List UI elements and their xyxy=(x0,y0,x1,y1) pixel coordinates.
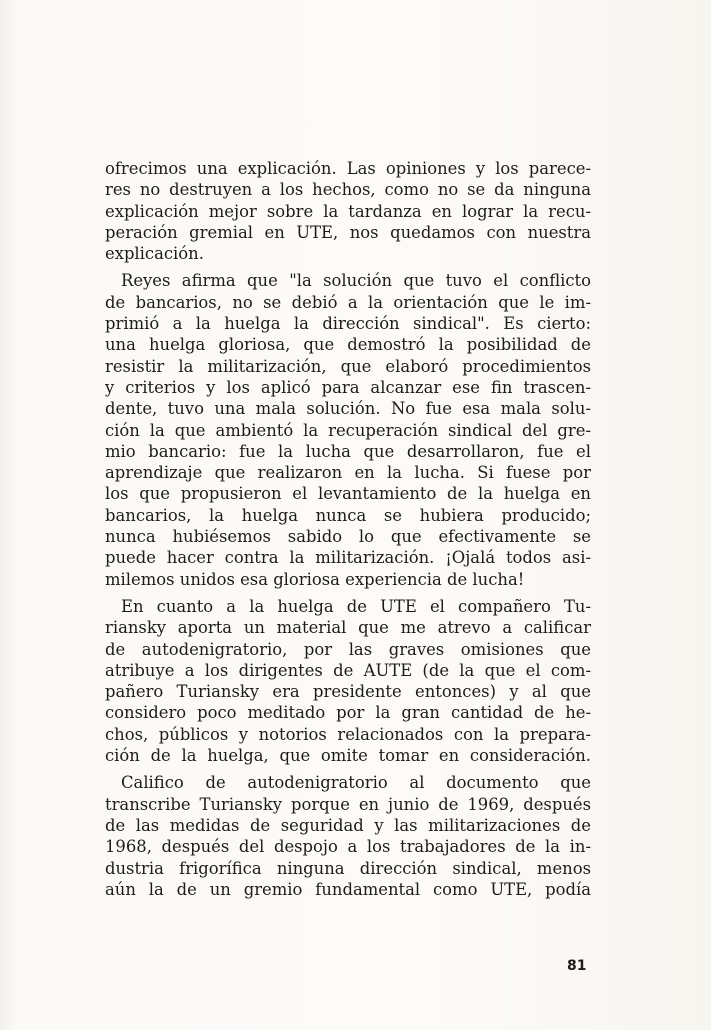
paragraph-3 xyxy=(105,596,591,766)
text-line: de bancarios, no se debió a la orientación que le im- xyxy=(105,292,591,312)
text-line: transcribe Turiansky porque en junio de 1969, después xyxy=(105,794,591,814)
text-line: explicación. xyxy=(105,244,204,264)
text-line: riansky aporta un material que me atrevo a calificar xyxy=(105,618,591,638)
text-line: y criterios y los aplicó para alcanzar ese fin trascen- xyxy=(105,377,591,397)
text-line: mio bancario: fue la lucha que desarrollaron, fue el xyxy=(105,441,591,461)
text-line: explicación mejor sobre la tardanza en lograr la recu- xyxy=(105,201,591,221)
text-line: bancarios, la huelga nunca se hubiera producido; xyxy=(105,505,591,525)
text-line: los que propusieron el levantamiento de la huelga en xyxy=(105,484,591,504)
text-line: milemos unidos esa gloriosa experiencia de lucha! xyxy=(105,569,525,589)
text-line: pañero Turiansky era presidente entonces) y al que xyxy=(105,682,591,702)
paragraph-1 xyxy=(105,158,591,264)
text-line: puede hacer contra la militarización. ¡Ojalá todos asi- xyxy=(105,548,591,568)
text-line: nunca hubiésemos sabido lo que efectivamente se xyxy=(105,527,591,547)
text-line: una huelga gloriosa, que demostró la posibilidad de xyxy=(105,335,591,355)
text-line: res no destruyen a los hechos, como no se da ninguna xyxy=(105,180,591,200)
text-line: Califico de autodenigratorio al documento que xyxy=(121,773,591,793)
text-line: Reyes afirma que "la solución que tuvo el conflicto xyxy=(121,271,591,291)
paragraph-4 xyxy=(105,772,591,900)
text-line: ción la que ambientó la recuperación sindical del gre- xyxy=(105,420,591,440)
text-line: dustria frigorífica ninguna dirección sindical, menos xyxy=(105,858,591,878)
page-number: 81 xyxy=(567,958,587,974)
text-line: peración gremial en UTE, nos quedamos con nuestra xyxy=(105,222,591,242)
text-line: En cuanto a la huelga de UTE el compañero Tu- xyxy=(121,596,591,616)
text-line: considero poco meditado por la gran cantidad de he- xyxy=(105,703,591,723)
text-line: 1968, después del despojo a los trabajadores de la in- xyxy=(105,837,591,857)
text-line: ofrecimos una explicación. Las opiniones y los parece- xyxy=(105,159,591,178)
paragraph-2 xyxy=(105,270,591,589)
text-line: de las medidas de seguridad y las militarizaciones de xyxy=(105,815,591,835)
text-line: ción de la huelga, que omite tomar en consideración. xyxy=(105,746,591,766)
text-line: aún la de un gremio fundamental como UTE, podía xyxy=(105,879,591,899)
text-line: dente, tuvo una mala solución. No fue esa mala solu- xyxy=(105,399,591,419)
text-line: chos, públicos y notorios relacionados con la prepara- xyxy=(105,724,591,744)
text-line: de autodenigratorio, por las graves omisiones que xyxy=(105,639,591,659)
body-text xyxy=(105,158,591,906)
text-line: aprendizaje que realizaron en la lucha. Si fuese por xyxy=(105,463,591,483)
text-line: resistir la militarización, que elaboró procedimientos xyxy=(105,356,591,376)
text-line: primió a la huelga la dirección sindical". Es cierto: xyxy=(105,314,591,334)
text-line: atribuye a los dirigentes de AUTE (de la que el com- xyxy=(105,660,591,680)
